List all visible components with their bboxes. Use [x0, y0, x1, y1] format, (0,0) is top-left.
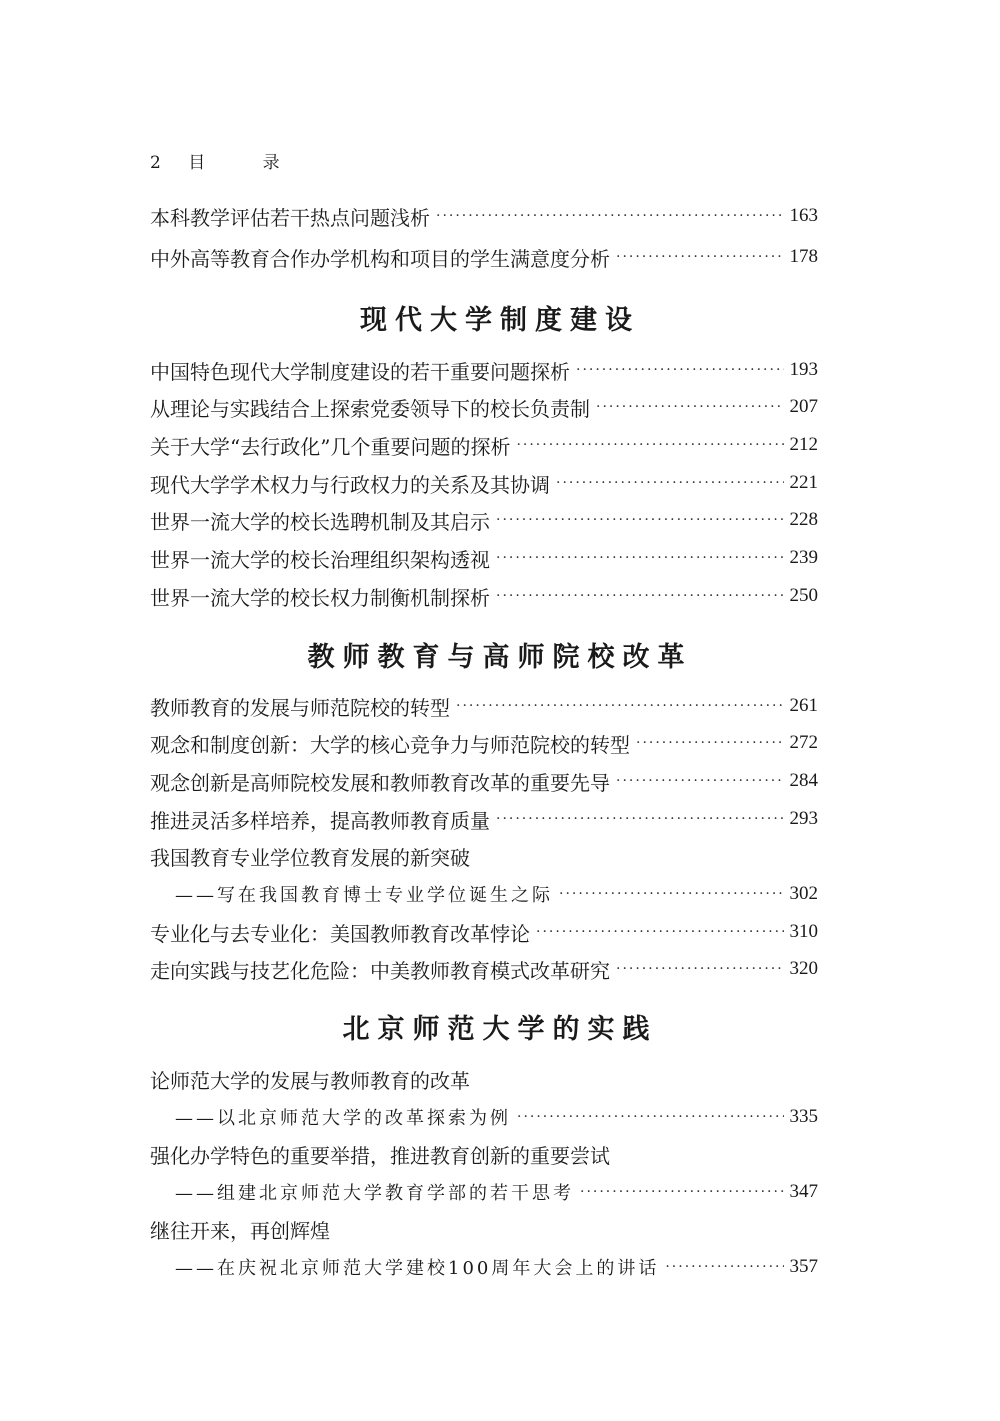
- entry-page-number: 228: [789, 509, 818, 530]
- toc-entry[interactable]: [150, 767, 818, 795]
- dot-leader: [576, 362, 784, 378]
- entry-page-number: 310: [789, 921, 818, 942]
- toc-entry[interactable]: [150, 469, 818, 497]
- dot-leader: [616, 773, 784, 789]
- entry-page-number: 320: [789, 958, 818, 979]
- toc-entry[interactable]: [150, 243, 818, 271]
- entry-page-number: 261: [789, 695, 818, 716]
- dot-leader: [496, 512, 784, 528]
- toc-entry[interactable]: [150, 842, 818, 870]
- toc-entry[interactable]: [150, 729, 818, 757]
- entry-page-number: 293: [789, 808, 818, 829]
- dot-leader: [559, 886, 784, 902]
- entry-page-number: 250: [789, 585, 818, 606]
- entry-title: 我国教育专业学位教育发展的新突破: [150, 845, 470, 870]
- dot-leader: [636, 735, 784, 751]
- entry-page-number: 239: [789, 547, 818, 568]
- entry-page-number: 193: [789, 359, 818, 380]
- toc-subtitle-entry[interactable]: [175, 1253, 818, 1281]
- dot-leader: [665, 1259, 783, 1275]
- toc-entry[interactable]: [150, 805, 818, 833]
- toc-entry[interactable]: [150, 582, 818, 610]
- toc-entry[interactable]: [150, 955, 818, 983]
- entry-title: 专业化与去专业化：美国教师教育改革悖论: [150, 921, 530, 946]
- entry-title: 关于大学“去行政化”几个重要问题的探析: [150, 434, 511, 459]
- entry-page-number: 284: [789, 770, 818, 791]
- entry-page-number: 357: [789, 1256, 818, 1277]
- entry-page-number: 207: [789, 396, 818, 417]
- dot-leader: [496, 550, 784, 566]
- entry-title: 本科教学评估若干热点问题浅析: [150, 205, 430, 230]
- entry-title: 论师范大学的发展与教师教育的改革: [150, 1068, 470, 1093]
- entry-title: 强化办学特色的重要举措，推进教育创新的重要尝试: [150, 1143, 610, 1168]
- dot-leader: [616, 961, 784, 977]
- entry-page-number: 221: [789, 472, 818, 493]
- toc-entry[interactable]: [150, 393, 818, 421]
- entry-title: 继往开来，再创辉煌: [150, 1218, 330, 1243]
- toc-entry[interactable]: [150, 918, 818, 946]
- toc-entry[interactable]: [150, 431, 818, 459]
- section-heading: 现代大学制度建设: [360, 305, 640, 336]
- header-page-number: 2: [150, 153, 161, 173]
- toc-entry[interactable]: [150, 1065, 818, 1093]
- entry-page-number: 347: [789, 1181, 818, 1202]
- entry-page-number: 272: [789, 732, 818, 753]
- dot-leader: [517, 1109, 784, 1125]
- dot-leader: [616, 249, 784, 265]
- entry-page-number: 163: [789, 205, 818, 226]
- running-header: [150, 148, 302, 173]
- header-label-2: 录: [262, 153, 280, 173]
- entry-title: 现代大学学术权力与行政权力的关系及其协调: [150, 472, 550, 497]
- dot-leader: [596, 399, 784, 415]
- toc-entry[interactable]: [150, 356, 818, 384]
- toc-subtitle-entry[interactable]: [175, 1103, 818, 1131]
- entry-title: 从理论与实践结合上探索党委领导下的校长负责制: [150, 396, 590, 421]
- entry-page-number: 178: [789, 246, 818, 267]
- dot-leader: [436, 208, 784, 224]
- entry-title: ——在庆祝北京师范大学建校100周年大会上的讲话: [175, 1258, 660, 1279]
- toc-entry[interactable]: [150, 1215, 818, 1243]
- dot-leader: [456, 698, 784, 714]
- dot-leader: [496, 811, 784, 827]
- toc-subtitle-entry[interactable]: [175, 880, 818, 908]
- entry-title: ——组建北京师范大学教育学部的若干思考: [175, 1183, 574, 1204]
- entry-page-number: 335: [789, 1106, 818, 1127]
- toc-entry[interactable]: [150, 202, 818, 230]
- entry-title: ——以北京师范大学的改革探索为例: [175, 1108, 511, 1129]
- dot-leader: [536, 924, 784, 940]
- entry-title: 观念和制度创新：大学的核心竞争力与师范院校的转型: [150, 732, 630, 757]
- toc-entry[interactable]: [150, 506, 818, 534]
- entry-title: 教师教育的发展与师范院校的转型: [150, 695, 450, 720]
- entry-title: 走向实践与技艺化危险：中美教师教育模式改革研究: [150, 958, 610, 983]
- entry-title: 观念创新是高师院校发展和教师教育改革的重要先导: [150, 770, 610, 795]
- entry-title: 世界一流大学的校长权力制衡机制探析: [150, 585, 490, 610]
- section-heading: 北京师范大学的实践: [342, 1014, 658, 1045]
- entry-page-number: 302: [789, 883, 818, 904]
- dot-leader: [496, 588, 784, 604]
- header-label: 目: [188, 153, 206, 173]
- toc-entry[interactable]: [150, 692, 818, 720]
- toc-entry[interactable]: [150, 1140, 818, 1168]
- dot-leader: [580, 1184, 784, 1200]
- entry-title: 中国特色现代大学制度建设的若干重要问题探析: [150, 359, 570, 384]
- entry-title: 中外高等教育合作办学机构和项目的学生满意度分析: [150, 246, 610, 271]
- dot-leader: [516, 437, 783, 453]
- dot-leader: [556, 475, 784, 491]
- section-heading: 教师教育与高师院校改革: [307, 642, 693, 673]
- entry-title: ——写在我国教育博士专业学位诞生之际: [175, 885, 553, 906]
- entry-title: 推进灵活多样培养，提高教师教育质量: [150, 808, 490, 833]
- entry-title: 世界一流大学的校长治理组织架构透视: [150, 547, 490, 572]
- entry-page-number: 212: [789, 434, 818, 455]
- toc-subtitle-entry[interactable]: [175, 1178, 818, 1206]
- entry-title: 世界一流大学的校长选聘机制及其启示: [150, 509, 490, 534]
- toc-entry[interactable]: [150, 544, 818, 572]
